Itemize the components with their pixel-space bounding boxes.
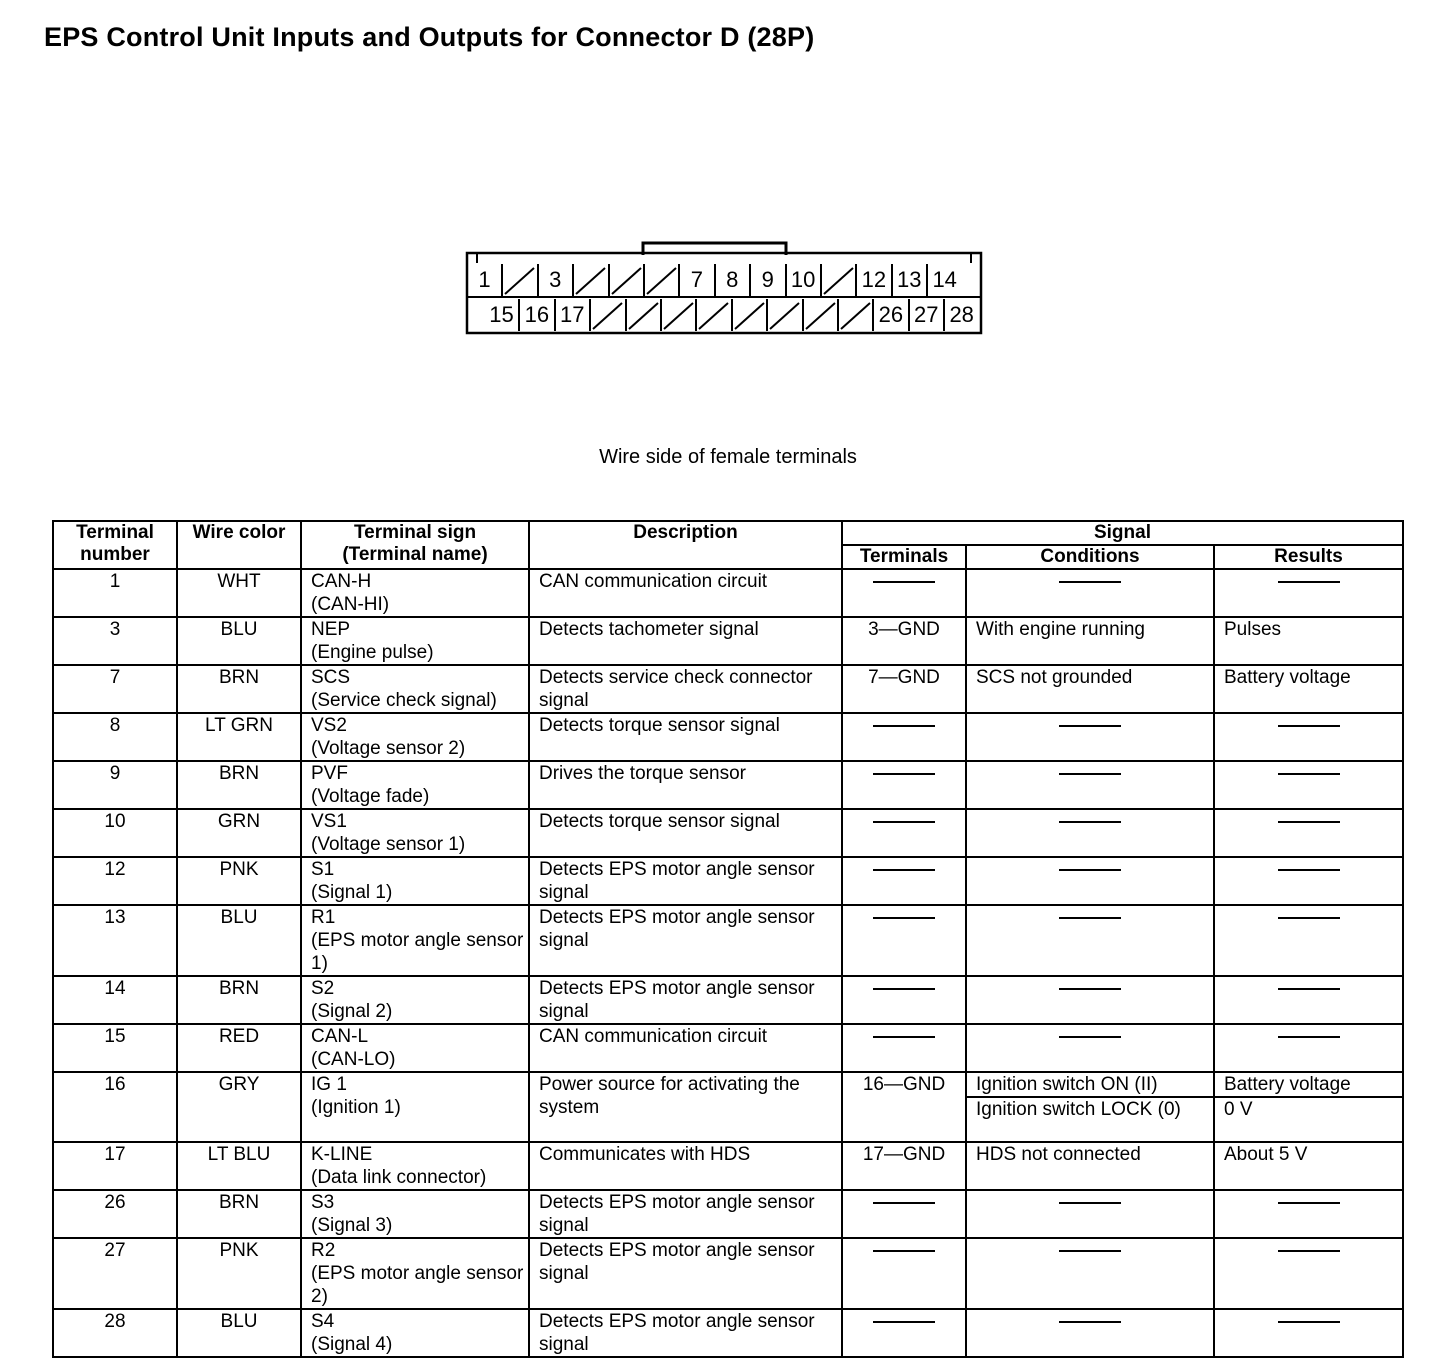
cell-wire-color: GRY bbox=[177, 1072, 301, 1142]
cell-description: Power source for activating the system bbox=[529, 1072, 842, 1142]
cell-terminal-sign bbox=[301, 1024, 529, 1072]
connector-pin-empty bbox=[821, 264, 856, 296]
table-body bbox=[53, 569, 1403, 1357]
connector-pin: 17 bbox=[560, 302, 585, 327]
terminal-name: (Engine pulse) bbox=[311, 642, 434, 663]
connector-pin-empty bbox=[590, 299, 625, 331]
dash-mark bbox=[1059, 1036, 1121, 1038]
cell-conditions bbox=[966, 905, 1214, 976]
cell-terminals bbox=[842, 1190, 966, 1238]
cell-results: Pulses bbox=[1214, 617, 1403, 665]
table-row bbox=[53, 1190, 1403, 1238]
connector-diagram bbox=[465, 241, 983, 335]
cell-description: CAN communication circuit bbox=[529, 569, 842, 617]
terminal-name: (Signal 2) bbox=[311, 1001, 393, 1022]
cell-terminal-number: 9 bbox=[53, 761, 177, 809]
cell-conditions: SCS not grounded bbox=[966, 665, 1214, 713]
dash-mark bbox=[1059, 581, 1121, 583]
dash-mark bbox=[1278, 581, 1340, 583]
terminal-name: (EPS motor angle sensor 1) bbox=[311, 930, 524, 974]
cell-wire-color: BLU bbox=[177, 617, 301, 665]
cell-results bbox=[1214, 569, 1403, 617]
table-row bbox=[53, 665, 1403, 713]
cell-wire-color: WHT bbox=[177, 569, 301, 617]
cell-terminal-sign bbox=[301, 905, 529, 976]
header-results: Results bbox=[1214, 545, 1403, 569]
dash-mark bbox=[873, 1250, 935, 1252]
connector-pin-empty bbox=[696, 299, 731, 331]
connector-pin: 15 bbox=[489, 302, 514, 327]
dash-mark bbox=[873, 1036, 935, 1038]
dash-mark bbox=[1059, 1202, 1121, 1204]
terminal-sign: NEP bbox=[311, 619, 351, 640]
table-row bbox=[53, 905, 1403, 976]
result-2: 0 V bbox=[1224, 1099, 1253, 1120]
connector-pin: 3 bbox=[549, 267, 562, 292]
connector-pin: 13 bbox=[897, 267, 922, 292]
connector-pin-empty bbox=[803, 299, 838, 331]
header-conditions: Conditions bbox=[966, 545, 1214, 569]
cell-terminal-sign bbox=[301, 1238, 529, 1309]
terminal-sign: S2 bbox=[311, 978, 335, 999]
dash-mark bbox=[873, 725, 935, 727]
cell-conditions bbox=[966, 1024, 1214, 1072]
cell-terminals bbox=[842, 809, 966, 857]
condition-2: Ignition switch LOCK (0) bbox=[976, 1099, 1181, 1120]
table-row bbox=[53, 569, 1403, 617]
cell-description: Detects EPS motor angle sensor signal bbox=[529, 1309, 842, 1357]
cell-terminal-sign bbox=[301, 665, 529, 713]
terminal-name: (CAN-HI) bbox=[311, 594, 390, 615]
terminal-sign: SCS bbox=[311, 667, 351, 688]
cell-description: CAN communication circuit bbox=[529, 1024, 842, 1072]
terminal-sign: S4 bbox=[311, 1311, 335, 1332]
dash-mark bbox=[873, 988, 935, 990]
connector-pin: 16 bbox=[524, 302, 550, 327]
cell-terminal-sign bbox=[301, 713, 529, 761]
dash-mark bbox=[1059, 869, 1121, 871]
dash-mark bbox=[1278, 773, 1340, 775]
header-terminals: Terminals bbox=[842, 545, 966, 569]
io-table bbox=[52, 520, 1404, 1358]
terminal-name: (Voltage sensor 1) bbox=[311, 834, 466, 855]
connector-pin: 10 bbox=[790, 267, 816, 292]
connector-caption: Wire side of female terminals bbox=[599, 446, 857, 468]
cell-description: Detects EPS motor angle sensor signal bbox=[529, 976, 842, 1024]
dash-mark bbox=[1278, 1202, 1340, 1204]
terminal-sign: VS1 bbox=[311, 811, 347, 832]
cell-wire-color: BLU bbox=[177, 1309, 301, 1357]
connector-pin-empty bbox=[644, 264, 679, 296]
dash-mark bbox=[1278, 1036, 1340, 1038]
table-row bbox=[53, 617, 1403, 665]
cell-conditions: With engine running bbox=[966, 617, 1214, 665]
dash-mark bbox=[1278, 1250, 1340, 1252]
cell-terminal-number: 14 bbox=[53, 976, 177, 1024]
connector-pin: 9 bbox=[761, 267, 774, 292]
header-terminal-sign bbox=[301, 521, 529, 569]
dash-mark bbox=[873, 1202, 935, 1204]
cell-description: Detects torque sensor signal bbox=[529, 713, 842, 761]
cell-description: Detects EPS motor angle sensor signal bbox=[529, 1190, 842, 1238]
terminal-sign: CAN-L bbox=[311, 1026, 369, 1047]
dash-mark bbox=[873, 1321, 935, 1323]
cell-terminals: 3—GND bbox=[842, 617, 966, 665]
table-row bbox=[53, 713, 1403, 761]
cell-terminal-sign bbox=[301, 617, 529, 665]
cell-conditions bbox=[966, 713, 1214, 761]
cell-results bbox=[1214, 857, 1403, 905]
connector-pin-empty bbox=[767, 299, 802, 331]
connector-pin-empty bbox=[732, 299, 767, 331]
cell-terminal-sign bbox=[301, 1072, 529, 1142]
cell-conditions bbox=[966, 1072, 1214, 1142]
table-row bbox=[53, 976, 1403, 1024]
cell-conditions bbox=[966, 761, 1214, 809]
dash-mark bbox=[873, 581, 935, 583]
terminal-sign: R2 bbox=[311, 1240, 336, 1261]
cell-description: Detects torque sensor signal bbox=[529, 809, 842, 857]
connector-pin: 12 bbox=[861, 267, 887, 292]
condition-1: Ignition switch ON (II) bbox=[967, 1073, 1213, 1098]
cell-results: About 5 V bbox=[1214, 1142, 1403, 1190]
cell-results bbox=[1214, 905, 1403, 976]
dash-mark bbox=[873, 869, 935, 871]
dash-mark bbox=[873, 773, 935, 775]
cell-terminal-sign bbox=[301, 1309, 529, 1357]
result-1: Battery voltage bbox=[1215, 1073, 1402, 1098]
table-row bbox=[53, 1309, 1403, 1357]
dash-mark bbox=[873, 917, 935, 919]
header-terminal-number: Terminal number bbox=[53, 521, 177, 569]
table-row bbox=[53, 761, 1403, 809]
connector-pin: 27 bbox=[914, 302, 939, 327]
terminal-sign: R1 bbox=[311, 907, 336, 928]
terminal-name: (Ignition 1) bbox=[311, 1097, 401, 1118]
cell-terminal-sign bbox=[301, 857, 529, 905]
cell-conditions: HDS not connected bbox=[966, 1142, 1214, 1190]
cell-wire-color: LT BLU bbox=[177, 1142, 301, 1190]
terminal-name: (EPS motor angle sensor 2) bbox=[311, 1263, 524, 1307]
cell-terminal-sign bbox=[301, 976, 529, 1024]
cell-wire-color: PNK bbox=[177, 1238, 301, 1309]
cell-terminal-number: 16 bbox=[53, 1072, 177, 1142]
cell-terminals: 17—GND bbox=[842, 1142, 966, 1190]
header-terminal-sign-line1: Terminal sign bbox=[353, 522, 477, 543]
connector-pin: 26 bbox=[878, 302, 904, 327]
cell-results bbox=[1214, 761, 1403, 809]
terminal-sign: CAN-H bbox=[311, 571, 372, 592]
connector-pin-empty bbox=[838, 299, 873, 331]
cell-terminals bbox=[842, 857, 966, 905]
cell-conditions bbox=[966, 569, 1214, 617]
cell-terminal-number: 27 bbox=[53, 1238, 177, 1309]
cell-terminals bbox=[842, 1238, 966, 1309]
cell-wire-color: BRN bbox=[177, 761, 301, 809]
cell-terminal-number: 12 bbox=[53, 857, 177, 905]
cell-terminal-sign bbox=[301, 809, 529, 857]
cell-terminals bbox=[842, 569, 966, 617]
page-title: EPS Control Unit Inputs and Outputs for Connector D (28P) bbox=[44, 22, 815, 52]
terminal-name: (Signal 1) bbox=[311, 882, 393, 903]
cell-wire-color: BRN bbox=[177, 1190, 301, 1238]
cell-terminal-number: 26 bbox=[53, 1190, 177, 1238]
cell-wire-color: RED bbox=[177, 1024, 301, 1072]
cell-description: Detects EPS motor angle sensor signal bbox=[529, 1238, 842, 1309]
table-row bbox=[53, 857, 1403, 905]
cell-terminal-sign bbox=[301, 569, 529, 617]
cell-results bbox=[1214, 1309, 1403, 1357]
header-signal: Signal bbox=[842, 521, 1403, 545]
terminal-sign: K-LINE bbox=[311, 1144, 373, 1165]
connector-pin-empty bbox=[661, 299, 696, 331]
dash-mark bbox=[1059, 988, 1121, 990]
cell-results bbox=[1214, 976, 1403, 1024]
cell-wire-color: BRN bbox=[177, 665, 301, 713]
cell-terminal-number: 13 bbox=[53, 905, 177, 976]
dash-mark bbox=[1059, 1321, 1121, 1323]
dash-mark bbox=[873, 821, 935, 823]
cell-results bbox=[1214, 1024, 1403, 1072]
cell-description: Communicates with HDS bbox=[529, 1142, 842, 1190]
cell-conditions bbox=[966, 1238, 1214, 1309]
cell-wire-color: BLU bbox=[177, 905, 301, 976]
dash-mark bbox=[1278, 917, 1340, 919]
terminal-name: (Signal 4) bbox=[311, 1334, 393, 1355]
dash-mark bbox=[1278, 1321, 1340, 1323]
cell-conditions bbox=[966, 809, 1214, 857]
terminal-name: (Signal 3) bbox=[311, 1215, 393, 1236]
cell-terminals: 7—GND bbox=[842, 665, 966, 713]
cell-description: Detects service check connector signal bbox=[529, 665, 842, 713]
cell-terminal-sign bbox=[301, 1190, 529, 1238]
terminal-name: (Service check signal) bbox=[311, 690, 497, 711]
cell-terminals bbox=[842, 761, 966, 809]
cell-terminal-number: 28 bbox=[53, 1309, 177, 1357]
terminal-name: (Voltage sensor 2) bbox=[311, 738, 466, 759]
cell-wire-color: PNK bbox=[177, 857, 301, 905]
cell-conditions bbox=[966, 857, 1214, 905]
connector-pin: 8 bbox=[726, 267, 739, 292]
dash-mark bbox=[1278, 725, 1340, 727]
cell-terminal-sign bbox=[301, 1142, 529, 1190]
connector-pin-empty bbox=[502, 264, 537, 296]
cell-terminals bbox=[842, 1024, 966, 1072]
cell-terminal-number: 15 bbox=[53, 1024, 177, 1072]
cell-terminals: 16—GND bbox=[842, 1072, 966, 1142]
cell-terminal-number: 1 bbox=[53, 569, 177, 617]
cell-description: Detects EPS motor angle sensor signal bbox=[529, 857, 842, 905]
connector-pin-empty bbox=[626, 299, 661, 331]
terminal-name: (Voltage fade) bbox=[311, 786, 430, 807]
table-row bbox=[53, 1238, 1403, 1309]
connector-pin: 1 bbox=[478, 267, 491, 292]
cell-description: Detects EPS motor angle sensor signal bbox=[529, 905, 842, 976]
connector-pin: 14 bbox=[932, 267, 957, 292]
table-row bbox=[53, 1024, 1403, 1072]
terminal-sign: S1 bbox=[311, 859, 335, 880]
cell-results bbox=[1214, 1190, 1403, 1238]
cell-conditions bbox=[966, 1309, 1214, 1357]
cell-results: Battery voltage bbox=[1214, 665, 1403, 713]
cell-conditions bbox=[966, 976, 1214, 1024]
dash-mark bbox=[1059, 1250, 1121, 1252]
terminal-sign: PVF bbox=[311, 763, 348, 784]
terminal-sign: VS2 bbox=[311, 715, 347, 736]
cell-conditions bbox=[966, 1190, 1214, 1238]
cell-terminal-number: 7 bbox=[53, 665, 177, 713]
cell-terminals bbox=[842, 1309, 966, 1357]
connector-pin-empty bbox=[573, 264, 608, 296]
cell-description: Drives the torque sensor bbox=[529, 761, 842, 809]
dash-mark bbox=[1278, 988, 1340, 990]
cell-terminals bbox=[842, 713, 966, 761]
dash-mark bbox=[1059, 725, 1121, 727]
cell-results bbox=[1214, 1072, 1403, 1142]
table-row bbox=[53, 1142, 1403, 1190]
cell-wire-color: GRN bbox=[177, 809, 301, 857]
connector-pin-empty bbox=[609, 264, 644, 296]
cell-description: Detects tachometer signal bbox=[529, 617, 842, 665]
dash-mark bbox=[1059, 821, 1121, 823]
dash-mark bbox=[1059, 917, 1121, 919]
cell-terminal-sign bbox=[301, 761, 529, 809]
dash-mark bbox=[1278, 821, 1340, 823]
cell-terminals bbox=[842, 905, 966, 976]
cell-terminals bbox=[842, 976, 966, 1024]
cell-wire-color: BRN bbox=[177, 976, 301, 1024]
terminal-sign: IG 1 bbox=[311, 1074, 347, 1095]
cell-terminal-number: 8 bbox=[53, 713, 177, 761]
table-row bbox=[53, 809, 1403, 857]
cell-results bbox=[1214, 1238, 1403, 1309]
terminal-name: (Data link connector) bbox=[311, 1167, 487, 1188]
header-terminal-sign-line2: (Terminal name) bbox=[342, 544, 488, 565]
cell-terminal-number: 10 bbox=[53, 809, 177, 857]
cell-terminal-number: 17 bbox=[53, 1142, 177, 1190]
dash-mark bbox=[1059, 773, 1121, 775]
cell-results bbox=[1214, 809, 1403, 857]
cell-terminal-number: 3 bbox=[53, 617, 177, 665]
cell-results bbox=[1214, 713, 1403, 761]
connector-pin: 28 bbox=[949, 302, 974, 327]
terminal-sign: S3 bbox=[311, 1192, 335, 1213]
cell-wire-color: LT GRN bbox=[177, 713, 301, 761]
header-description: Description bbox=[529, 521, 842, 569]
dash-mark bbox=[1278, 869, 1340, 871]
table-row bbox=[53, 1072, 1403, 1142]
header-wire-color: Wire color bbox=[177, 521, 301, 569]
connector-pin: 7 bbox=[690, 267, 704, 292]
terminal-name: (CAN-LO) bbox=[311, 1049, 396, 1070]
